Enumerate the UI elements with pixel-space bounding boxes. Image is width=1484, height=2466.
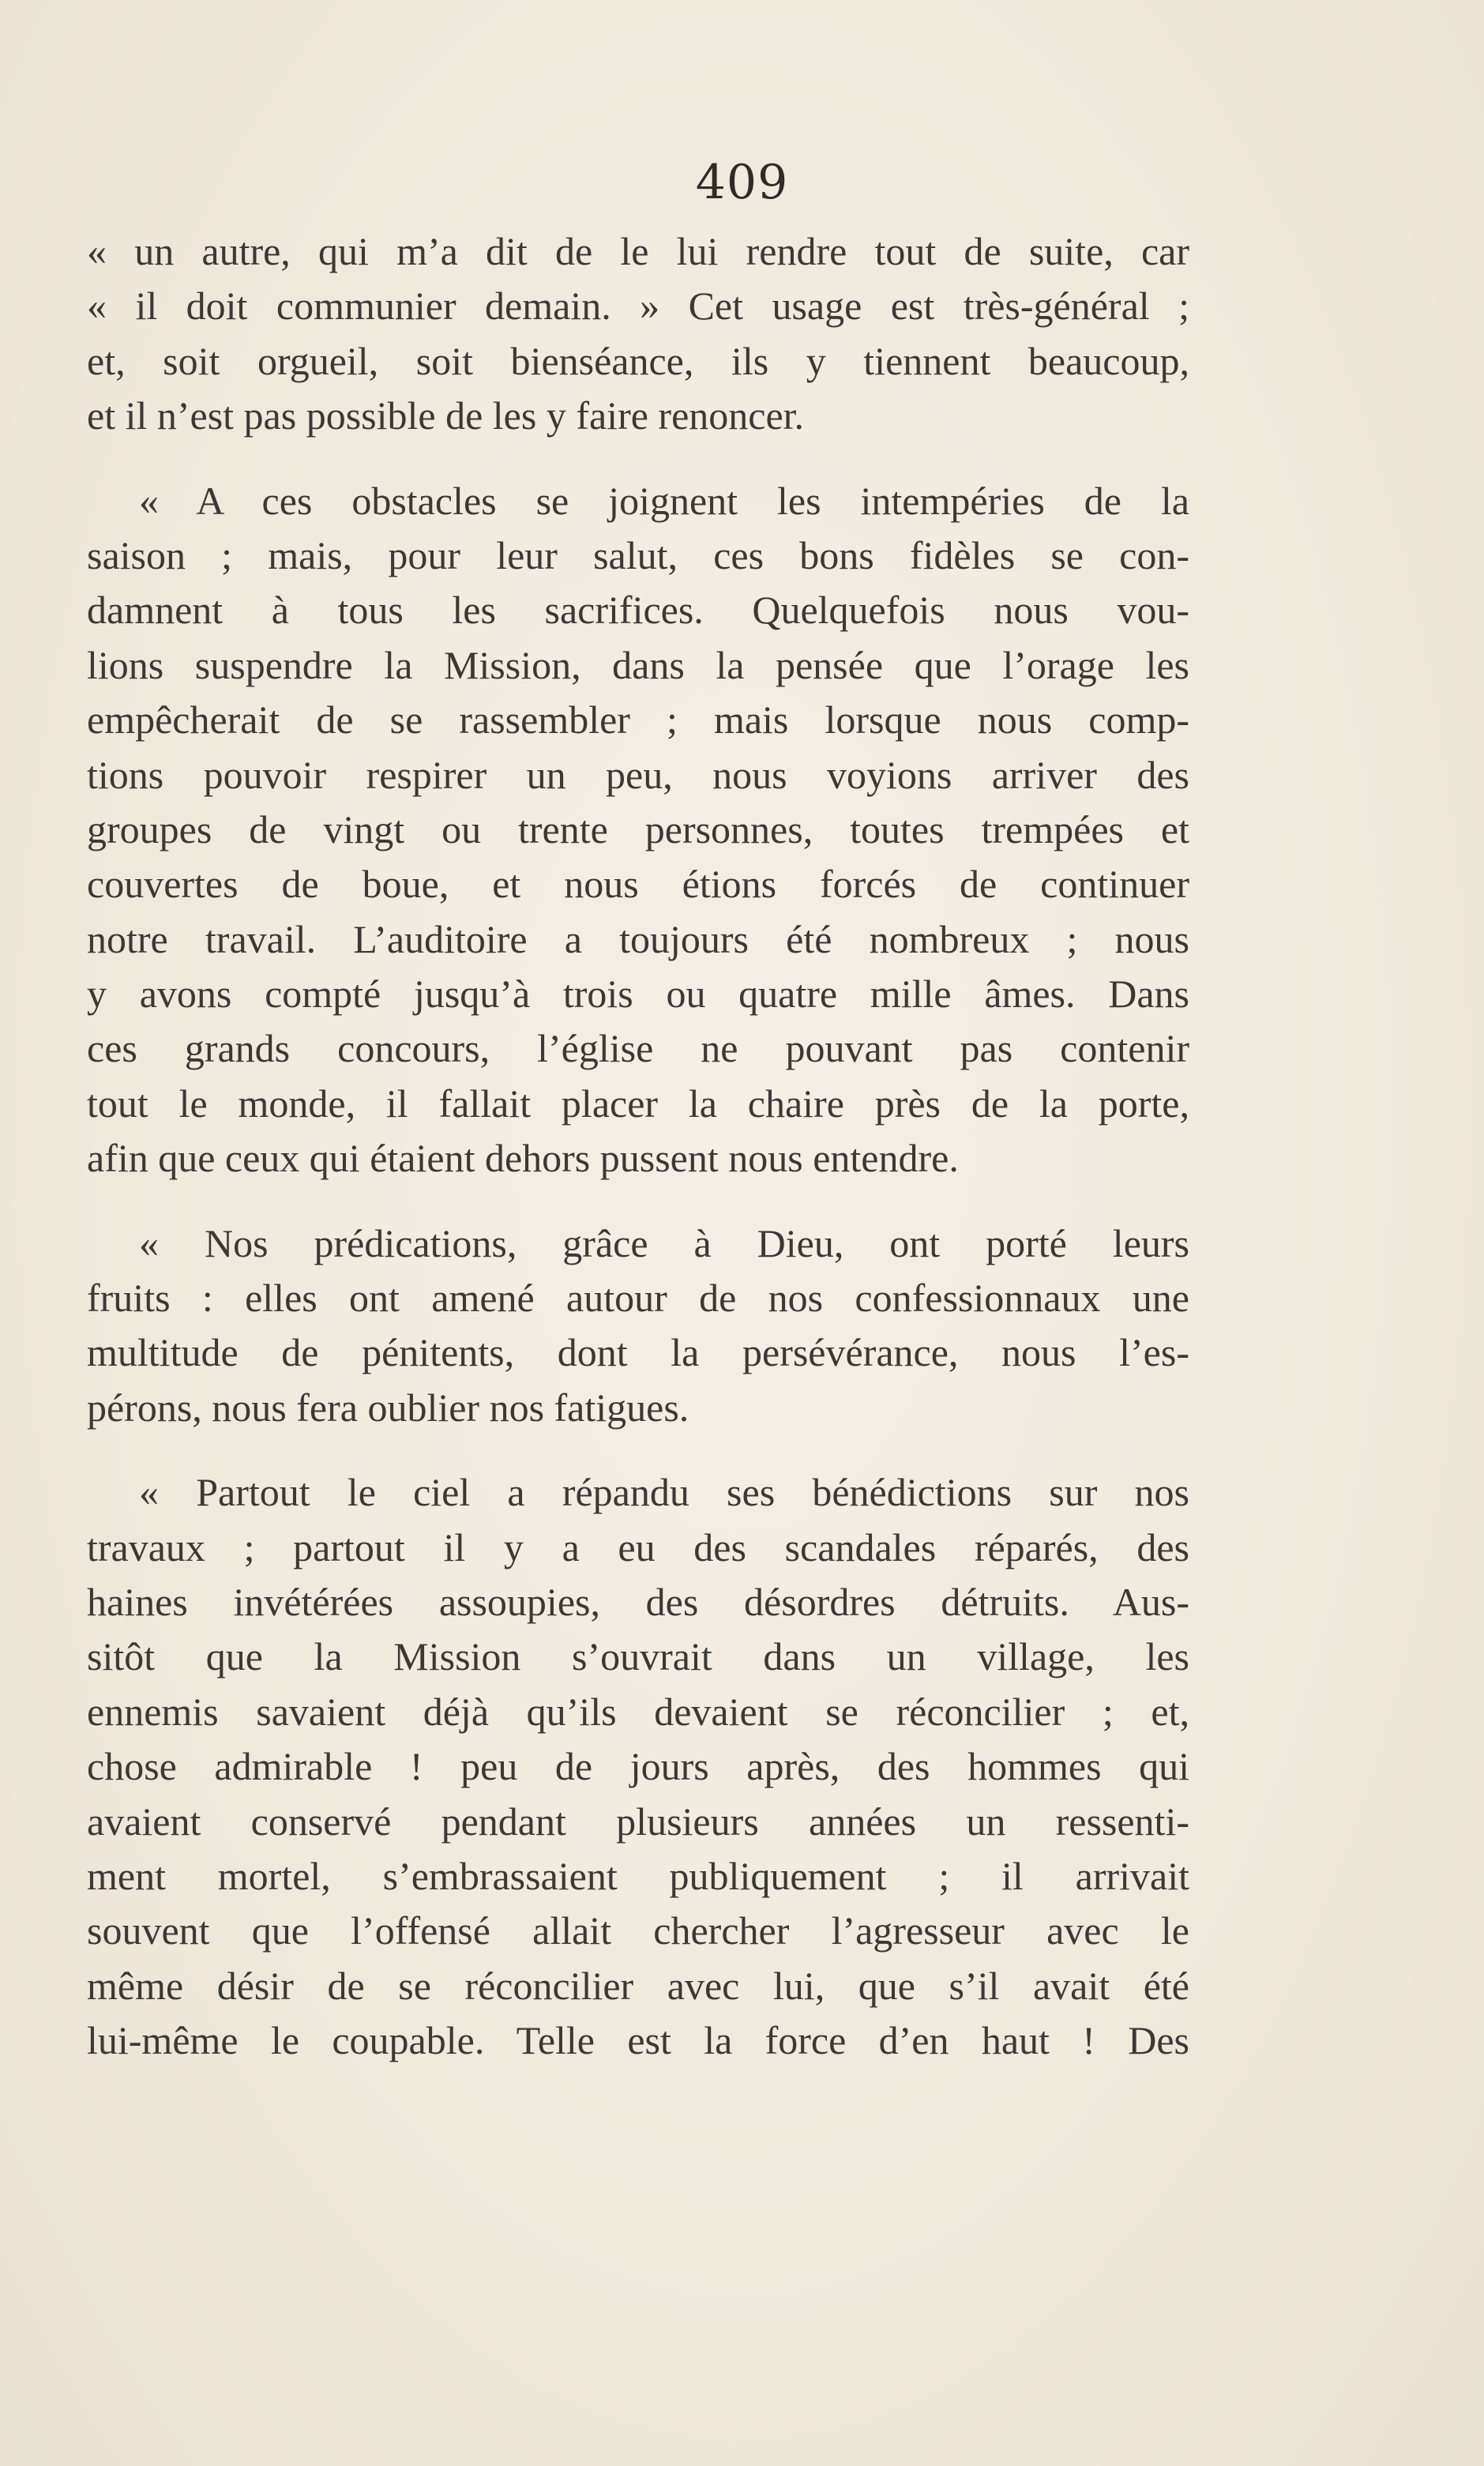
text-line: pérons, nous fera oublier nos fatigues. bbox=[87, 1385, 689, 1430]
text-line: « il doit communier demain. » Cet usage est très-général ; bbox=[87, 284, 1189, 329]
text-line: lions suspendre la Mission, dans la pensée que l’orage les bbox=[87, 642, 1189, 687]
text-line: fruits : elles ont amené autour de nos confessionnaux une bbox=[87, 1276, 1189, 1321]
text-line: saison ; mais, pour leur salut, ces bons fidèles se con- bbox=[87, 532, 1189, 577]
body-text bbox=[87, 224, 1189, 2069]
text-line: empêcherait de se rassembler ; mais lorsque nous comp- bbox=[87, 697, 1189, 742]
text-line: même désir de se réconcilier avec lui, que s’il avait été bbox=[87, 1963, 1189, 2008]
text-line: et il n’est pas possible de les y faire renoncer. bbox=[87, 393, 805, 438]
text-line: groupes de vingt ou trente personnes, toutes trempées et bbox=[87, 806, 1189, 851]
text-line: tions pouvoir respirer un peu, nous voyions arriver des bbox=[87, 752, 1189, 797]
text-line: damnent à tous les sacrifices. Quelquefois nous vou- bbox=[87, 588, 1189, 633]
text-line: multitude de pénitents, dont la persévérance, nous l’es- bbox=[87, 1330, 1189, 1375]
text-line: lui-même le coupable. Telle est la force d’en haut ! Des bbox=[87, 2018, 1189, 2063]
page-number: 409 bbox=[695, 155, 789, 210]
paragraph-3 bbox=[87, 1216, 1189, 1436]
text-line: et, soit orgueil, soit bienséance, ils y tiennent beaucoup, bbox=[87, 338, 1189, 383]
paragraph-4 bbox=[87, 1465, 1189, 2068]
paragraph-1 bbox=[87, 224, 1189, 444]
text-line: haines invétérées assoupies, des désordres détruits. Aus- bbox=[87, 1579, 1189, 1624]
text-line: sitôt que la Mission s’ouvrait dans un village, les bbox=[87, 1634, 1189, 1679]
text-line: chose admirable ! peu de jours après, des hommes qui bbox=[87, 1744, 1189, 1789]
text-line: afin que ceux qui étaient dehors pussent nous entendre. bbox=[87, 1136, 959, 1181]
text-line: avaient conservé pendant plusieurs années un ressenti- bbox=[87, 1799, 1189, 1844]
text-line: souvent que l’offensé allait chercher l’agresseur avec le bbox=[87, 1908, 1189, 1953]
text-line: « Nos prédications, grâce à Dieu, ont porté leurs bbox=[139, 1220, 1189, 1265]
text-line: ces grands concours, l’église ne pouvant pas contenir bbox=[87, 1026, 1189, 1071]
text-line: « A ces obstacles se joignent les intempéries de la bbox=[139, 478, 1189, 523]
text-line: ment mortel, s’embrassaient publiquement ; il arrivait bbox=[87, 1853, 1189, 1898]
text-line: ennemis savaient déjà qu’ils devaient se réconcilier ; et, bbox=[87, 1689, 1189, 1734]
text-line: tout le monde, il fallait placer la chaire près de la porte, bbox=[87, 1081, 1189, 1126]
text-line: « Partout le ciel a répandu ses bénédictions sur nos bbox=[139, 1470, 1189, 1515]
text-line: notre travail. L’auditoire a toujours été nombreux ; nous bbox=[87, 916, 1189, 961]
text-line: couvertes de boue, et nous étions forcés de continuer bbox=[87, 862, 1189, 907]
text-line: « un autre, qui m’a dit de le lui rendre tout de suite, car bbox=[87, 229, 1189, 273]
text-line: y avons compté jusqu’à trois ou quatre mille âmes. Dans bbox=[87, 972, 1189, 1017]
paragraph-2 bbox=[87, 474, 1189, 1186]
text-line: travaux ; partout il y a eu des scandales réparés, des bbox=[87, 1524, 1189, 1569]
